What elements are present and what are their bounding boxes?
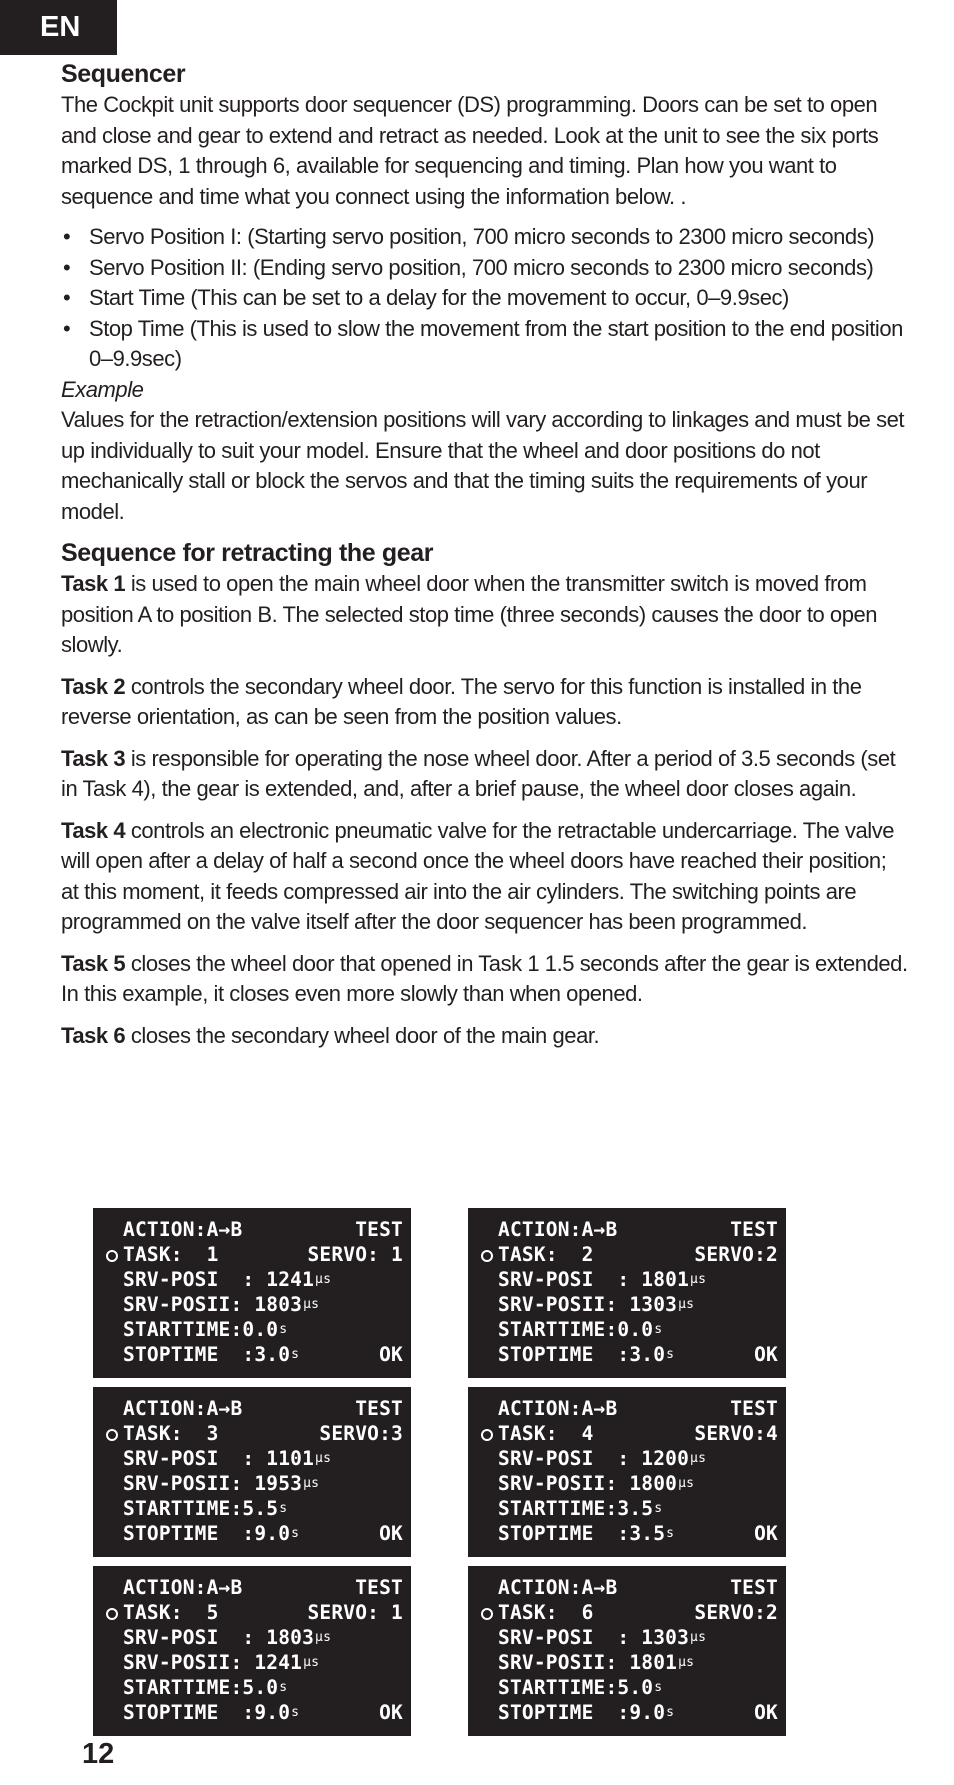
lcd-screen	[468, 1566, 786, 1736]
bullet-item: • Start Time (This can be set to a delay for the movement to occur, 0–9.9sec)	[61, 283, 909, 314]
second-unit: s	[654, 1322, 663, 1337]
task-label: Task 2	[61, 673, 126, 699]
microsecond-unit: μs	[678, 1476, 695, 1491]
example-text: Values for the retraction/extension positions will vary according to linkages and must be set up individually to suit your model. Ensure that the wheel and door positions do not mechanically stall or block the servos and that the timing suits the requirements of your model.	[61, 407, 905, 524]
servo-field: SERVO:2	[694, 1243, 778, 1266]
cursor-circle-icon	[103, 1421, 123, 1446]
microsecond-unit: μs	[303, 1476, 320, 1491]
srv-pos1-value: 1200	[641, 1447, 690, 1470]
microsecond-unit: μs	[315, 1451, 332, 1466]
action-label: ACTION:A→B	[123, 1576, 243, 1599]
task-field: TASK: 6	[498, 1601, 594, 1624]
stop-time-label: STOPTIME :	[123, 1522, 255, 1545]
stop-time-label: STOPTIME :	[123, 1701, 255, 1724]
srv-pos1-value: 1803	[266, 1626, 315, 1649]
stop-time-label: STOPTIME :	[123, 1343, 255, 1366]
test-label: TEST	[730, 1576, 778, 1599]
stop-time-value: 9.0	[629, 1701, 666, 1724]
ok-label: OK	[379, 1522, 403, 1545]
srv-pos1-value: 1303	[641, 1626, 690, 1649]
second-unit: s	[666, 1705, 675, 1720]
task-label: Task 1	[61, 571, 126, 596]
lcd-screen	[93, 1387, 411, 1557]
srv-pos2-label: SRV-POSII:	[498, 1293, 630, 1316]
start-time-label: STARTTIME:	[123, 1497, 243, 1520]
srv-pos1-label: SRV-POSI :	[123, 1626, 267, 1649]
second-unit: s	[291, 1526, 300, 1541]
microsecond-unit: μs	[678, 1297, 695, 1312]
srv-pos1-label: SRV-POSI :	[498, 1268, 642, 1291]
start-time-value: 5.5	[242, 1497, 279, 1520]
second-unit: s	[279, 1680, 288, 1695]
task-paragraph	[61, 672, 909, 733]
microsecond-unit: μs	[690, 1451, 707, 1466]
lcd-screen	[468, 1387, 786, 1557]
cursor-circle-icon	[478, 1600, 498, 1625]
second-unit: s	[279, 1501, 288, 1516]
task-paragraph	[61, 816, 909, 938]
test-label: TEST	[730, 1397, 778, 1420]
second-unit: s	[654, 1501, 663, 1516]
microsecond-unit: μs	[303, 1655, 320, 1670]
stop-time-label: STOPTIME :	[498, 1701, 630, 1724]
test-label: TEST	[355, 1218, 403, 1241]
srv-pos1-label: SRV-POSI :	[123, 1447, 267, 1470]
second-unit: s	[291, 1705, 300, 1720]
page-number: 12	[82, 1738, 115, 1770]
task-list	[61, 569, 909, 1051]
task-text: is used to open the main wheel door when the transmitter switch is moved from position A to position B. The selected stop time (three seconds) causes the door to open slowly.	[61, 571, 878, 657]
task-text: controls the secondary wheel door. The servo for this function is installed in the reverse orientation, as can be seen from the position values.	[61, 673, 862, 729]
stop-time-value: 3.5	[629, 1522, 666, 1545]
bullet-item: • Servo Position II: (Ending servo position, 700 micro seconds to 2300 micro seconds)	[61, 253, 909, 284]
servo-field: SERVO: 1	[307, 1601, 403, 1624]
action-label: ACTION:A→B	[498, 1218, 618, 1241]
task-field: TASK: 3	[123, 1422, 219, 1445]
srv-pos2-label: SRV-POSII:	[123, 1651, 255, 1674]
srv-pos1-label: SRV-POSI :	[123, 1268, 267, 1291]
lcd-screen	[468, 1208, 786, 1378]
microsecond-unit: μs	[315, 1272, 332, 1287]
stop-time-value: 3.0	[629, 1343, 666, 1366]
stop-time-value: 3.0	[254, 1343, 291, 1366]
srv-pos2-value: 1303	[629, 1293, 678, 1316]
microsecond-unit: μs	[315, 1630, 332, 1645]
srv-pos1-value: 1101	[266, 1447, 315, 1470]
start-time-value: 0.0	[242, 1318, 279, 1341]
srv-pos2-label: SRV-POSII:	[123, 1472, 255, 1495]
servo-field: SERVO:3	[319, 1422, 403, 1445]
action-label: ACTION:A→B	[498, 1397, 618, 1420]
start-time-label: STARTTIME:	[123, 1318, 243, 1341]
lcd-screen	[93, 1208, 411, 1378]
second-unit: s	[279, 1322, 288, 1337]
start-time-value: 0.0	[617, 1318, 654, 1341]
servo-field: SERVO:2	[694, 1601, 778, 1624]
start-time-value: 5.0	[617, 1676, 654, 1699]
bullet-item: • Stop Time (This is used to slow the movement from the start position to the end position 0–9.9sec)	[61, 314, 909, 375]
cursor-circle-icon	[478, 1421, 498, 1446]
second-unit: s	[666, 1347, 675, 1362]
second-unit: s	[291, 1347, 300, 1362]
test-label: TEST	[355, 1397, 403, 1420]
task-paragraph	[61, 744, 909, 805]
start-time-label: STARTTIME:	[123, 1676, 243, 1699]
srv-pos2-value: 1241	[254, 1651, 303, 1674]
test-label: TEST	[730, 1218, 778, 1241]
srv-pos1-value: 1241	[266, 1268, 315, 1291]
task-label: Task 5	[61, 950, 126, 976]
task-text: is responsible for operating the nose wheel door. After a period of 3.5 seconds (set in Task 4), the gear is extended, and, after a brief pause, the wheel door closes again.	[61, 745, 896, 801]
second-unit: s	[666, 1526, 675, 1541]
test-label: TEST	[355, 1576, 403, 1599]
action-label: ACTION:A→B	[123, 1397, 243, 1420]
ok-label: OK	[379, 1343, 403, 1366]
task-field: TASK: 5	[123, 1601, 219, 1624]
action-label: ACTION:A→B	[123, 1218, 243, 1241]
start-time-label: STARTTIME:	[498, 1676, 618, 1699]
microsecond-unit: μs	[690, 1272, 707, 1287]
servo-field: SERVO: 1	[307, 1243, 403, 1266]
action-label: ACTION:A→B	[498, 1576, 618, 1599]
microsecond-unit: μs	[690, 1630, 707, 1645]
sequencer-intro: The Cockpit unit supports door sequencer (DS) programming. Doors can be set to open and close and gear to extend and retract as needed. Look at the unit to see the six ports marked DS, 1 through 6, available for sequencing and timing. Plan how you want to sequence and time what you connect using the information below. .	[61, 92, 879, 209]
microsecond-unit: μs	[303, 1297, 320, 1312]
start-time-value: 3.5	[617, 1497, 654, 1520]
stop-time-label: STOPTIME :	[498, 1343, 630, 1366]
start-time-value: 5.0	[242, 1676, 279, 1699]
srv-pos1-label: SRV-POSI :	[498, 1447, 642, 1470]
task-field: TASK: 4	[498, 1422, 594, 1445]
task-text: closes the secondary wheel door of the main gear.	[125, 1022, 600, 1048]
stop-time-label: STOPTIME :	[498, 1522, 630, 1545]
lcd-screen-grid	[93, 1208, 786, 1736]
page-content	[61, 58, 909, 1051]
bullet-item: • Servo Position I: (Starting servo position, 700 micro seconds to 2300 micro seconds)	[61, 222, 909, 253]
retract-heading: Sequence for retracting the gear	[61, 539, 434, 567]
start-time-label: STARTTIME:	[498, 1497, 618, 1520]
sequencer-heading: Sequencer	[61, 60, 186, 88]
srv-pos2-label: SRV-POSII:	[123, 1293, 255, 1316]
task-label: Task 6	[61, 1022, 126, 1048]
cursor-circle-icon	[478, 1242, 498, 1267]
task-label: Task 4	[61, 817, 126, 843]
task-paragraph	[61, 1021, 909, 1052]
start-time-label: STARTTIME:	[498, 1318, 618, 1341]
task-paragraph	[61, 569, 909, 661]
task-text: controls an electronic pneumatic valve for the retractable undercarriage. The valve will open after a delay of half a second once the wheel doors have reached their position; at this moment, it feeds compressed air into the air cylinders. The switching points are programmed on the valve itself after the door sequencer has been programmed.	[61, 817, 895, 934]
ok-label: OK	[754, 1343, 778, 1366]
srv-pos1-value: 1801	[641, 1268, 690, 1291]
srv-pos2-value: 1801	[629, 1651, 678, 1674]
task-field: TASK: 1	[123, 1243, 219, 1266]
sequencer-bullet-list	[61, 222, 909, 375]
task-text: closes the wheel door that opened in Task 1 1.5 seconds after the gear is extended. In this example, it closes even more slowly than when opened.	[61, 950, 908, 1006]
srv-pos2-label: SRV-POSII:	[498, 1472, 630, 1495]
task-field: TASK: 2	[498, 1243, 594, 1266]
language-tab: EN	[0, 0, 117, 55]
servo-field: SERVO:4	[694, 1422, 778, 1445]
task-paragraph	[61, 949, 909, 1010]
stop-time-value: 9.0	[254, 1522, 291, 1545]
cursor-circle-icon	[103, 1242, 123, 1267]
example-label: Example	[61, 376, 144, 402]
srv-pos1-label: SRV-POSI :	[498, 1626, 642, 1649]
srv-pos2-value: 1800	[629, 1472, 678, 1495]
srv-pos2-label: SRV-POSII:	[498, 1651, 630, 1674]
task-label: Task 3	[61, 745, 126, 771]
lcd-screen	[93, 1566, 411, 1736]
stop-time-value: 9.0	[254, 1701, 291, 1724]
second-unit: s	[654, 1680, 663, 1695]
ok-label: OK	[379, 1701, 403, 1724]
srv-pos2-value: 1803	[254, 1293, 303, 1316]
ok-label: OK	[754, 1522, 778, 1545]
microsecond-unit: μs	[678, 1655, 695, 1670]
srv-pos2-value: 1953	[254, 1472, 303, 1495]
ok-label: OK	[754, 1701, 778, 1724]
cursor-circle-icon	[103, 1600, 123, 1625]
